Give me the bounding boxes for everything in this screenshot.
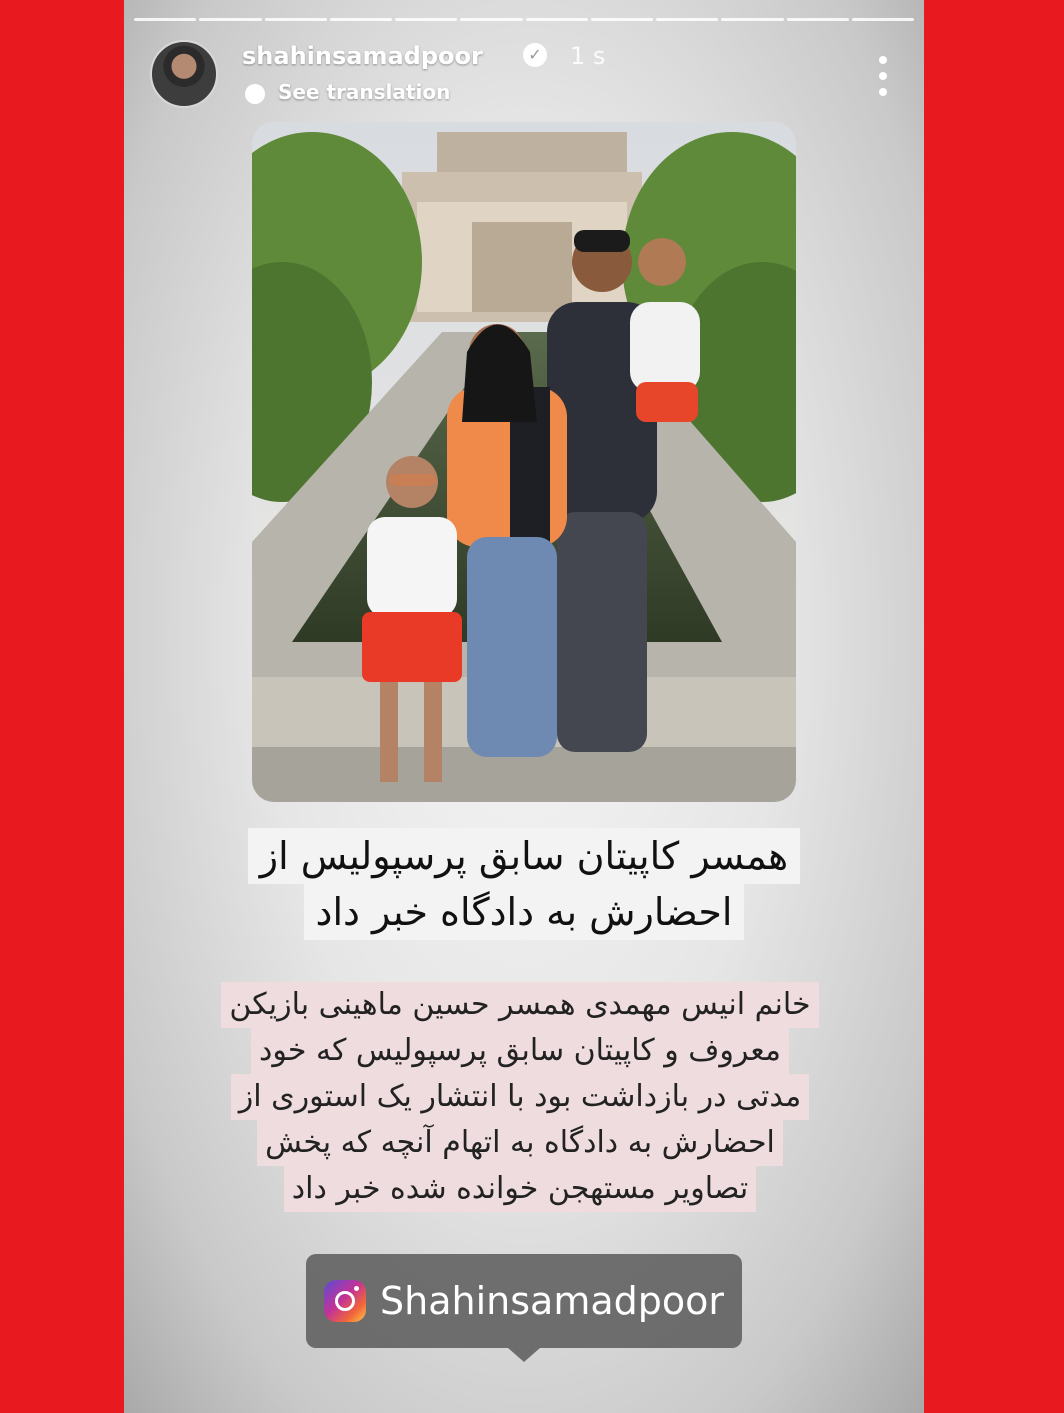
news-body xyxy=(180,982,860,1212)
story-header xyxy=(150,32,898,112)
progress-segment xyxy=(526,18,588,21)
progress-segment xyxy=(395,18,457,21)
avatar[interactable] xyxy=(150,40,218,108)
progress-segment xyxy=(265,18,327,21)
username[interactable]: shahinsamadpoor xyxy=(242,42,483,70)
progress-segment xyxy=(591,18,653,21)
progress-segment xyxy=(460,18,522,21)
progress-segment xyxy=(134,18,196,21)
translate-icon xyxy=(245,84,265,104)
progress-segment xyxy=(852,18,914,21)
headline xyxy=(234,828,814,940)
body-line: خانم انیس مهمدی همسر حسین ماهینی بازیکن xyxy=(221,982,818,1028)
verified-badge-icon: ✓ xyxy=(523,43,547,67)
post-time: 1 s xyxy=(570,42,606,70)
body-line: مدتی در بازداشت بود با انتشار یک استوری از xyxy=(231,1074,809,1120)
mention-username[interactable]: Shahinsamadpoor xyxy=(380,1279,724,1323)
more-vertical-icon[interactable] xyxy=(878,56,888,96)
progress-segment xyxy=(330,18,392,21)
family-photo xyxy=(252,122,796,802)
see-translation-link[interactable]: See translation xyxy=(278,80,451,104)
body-line: معروف و کاپیتان سابق پرسپولیس که خود xyxy=(251,1028,789,1074)
progress-segment xyxy=(199,18,261,21)
body-line: احضارش به دادگاه به اتهام آنچه که پخش xyxy=(257,1120,783,1166)
progress-segment xyxy=(656,18,718,21)
headline-line: احضارش به دادگاه خبر داد xyxy=(304,884,745,940)
progress-segment xyxy=(721,18,783,21)
instagram-icon xyxy=(324,1280,366,1322)
body-line: تصاویر مستهجن خوانده شده خبر داد xyxy=(284,1166,757,1212)
headline-line: همسر کاپیتان سابق پرسپولیس از xyxy=(248,828,800,884)
progress-segment xyxy=(787,18,849,21)
story-progress-bar xyxy=(134,18,914,21)
mention-sticker[interactable] xyxy=(306,1254,742,1348)
story-viewer[interactable] xyxy=(124,0,924,1413)
